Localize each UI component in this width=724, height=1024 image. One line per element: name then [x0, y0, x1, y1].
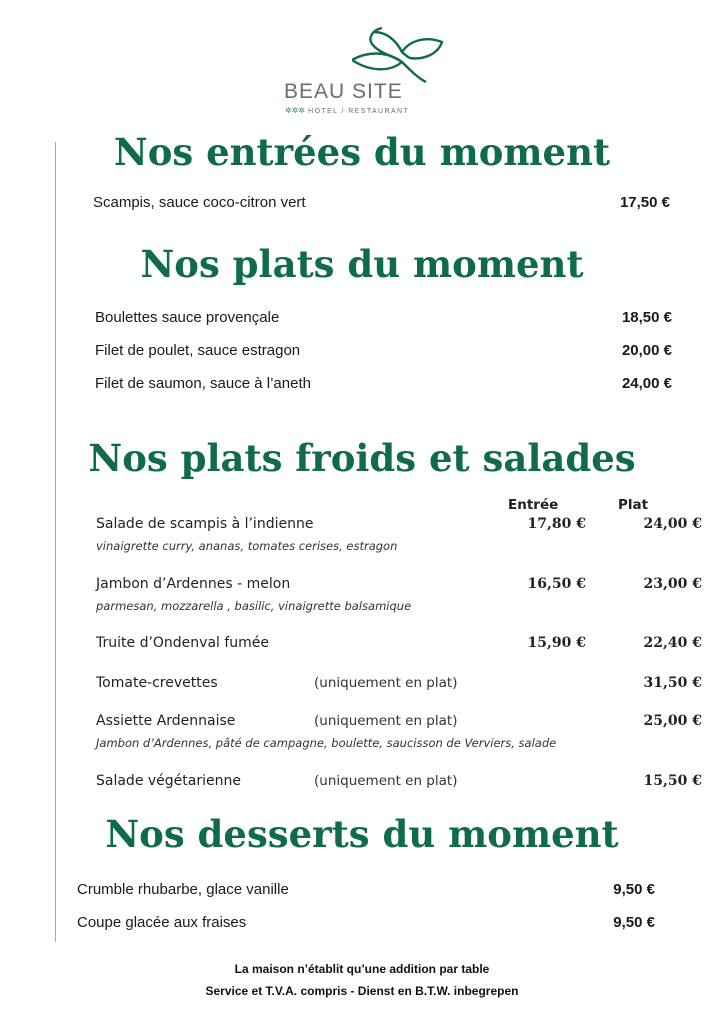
menu-item-note: (uniquement en plat) — [314, 675, 458, 691]
price-entree: 17,80 € — [527, 516, 586, 532]
brand-stars: ✲✲✲ — [285, 106, 306, 115]
brand-name: BEAU SITE — [284, 80, 403, 103]
price-plat: 15,50 € — [643, 773, 702, 789]
menu-item-name: Truite d’Ondenval fumée — [96, 635, 270, 651]
brand-subtitle-text: HOTEL / RESTAURANT — [308, 108, 410, 115]
price-plat: 31,50 € — [643, 675, 702, 691]
price-plat: 23,00 € — [643, 576, 702, 592]
price-entree: 15,90 € — [527, 635, 586, 651]
menu-item-name: Salade végétarienne — [96, 773, 241, 789]
footer-line-2: Service et T.V.A. compris - Dienst en B.T.W. inbegrepen — [205, 984, 519, 998]
section-title-froids: Nos plats froids et salades — [88, 436, 636, 480]
price-plat: 22,40 € — [643, 635, 702, 651]
menu-item-price: 9,50 € — [613, 914, 655, 931]
menu-item-name: Tomate-crevettes — [96, 675, 218, 691]
leaf-logo-icon — [352, 24, 448, 86]
footer-line-1: La maison n’établit qu’une addition par table — [234, 962, 490, 976]
section-title-desserts: Nos desserts du moment — [105, 812, 619, 856]
price-entree: 16,50 € — [527, 576, 586, 592]
price-plat: 25,00 € — [643, 713, 702, 729]
menu-item-price: 24,00 € — [621, 375, 672, 392]
menu-item-name: Crumble rhubarbe, glace vanille — [77, 881, 289, 898]
menu-item-note: (uniquement en plat) — [314, 773, 458, 789]
menu-item-description: Jambon d’Ardennes, pâté de campagne, boulette, saucisson de Verviers, salade — [96, 736, 557, 750]
menu-item-name: Assiette Ardennaise — [96, 713, 236, 729]
menu-item-name: Filet de saumon, sauce à l’aneth — [95, 375, 311, 392]
column-header-entree: Entrée — [508, 497, 559, 513]
menu-item-description: parmesan, mozzarella , basilic, vinaigrette balsamique — [96, 599, 412, 613]
price-plat: 24,00 € — [643, 516, 702, 532]
menu-item-name: Filet de poulet, sauce estragon — [95, 342, 301, 359]
brand-subtitle — [285, 106, 455, 115]
section-title-plats: Nos plats du moment — [140, 242, 584, 286]
menu-item-name: Jambon d’Ardennes - melon — [96, 576, 291, 592]
menu-item-price: 9,50 € — [613, 881, 655, 898]
menu-item-note: (uniquement en plat) — [314, 713, 458, 729]
menu-item-name: Scampis, sauce coco-citron vert — [93, 194, 306, 211]
menu-item-description: vinaigrette curry, ananas, tomates cerises, estragon — [96, 539, 398, 553]
menu-item-price: 18,50 € — [621, 309, 672, 326]
section-title-entrees: Nos entrées du moment — [113, 130, 611, 174]
menu-item-price: 20,00 € — [621, 342, 672, 359]
menu-item-name: Salade de scampis à l’indienne — [96, 516, 314, 532]
menu-item-name: Boulettes sauce provençale — [95, 309, 280, 326]
column-header-plat: Plat — [618, 497, 649, 513]
menu-item-price: 17,50 € — [619, 194, 670, 211]
menu-item-name: Coupe glacée aux fraises — [77, 914, 247, 931]
